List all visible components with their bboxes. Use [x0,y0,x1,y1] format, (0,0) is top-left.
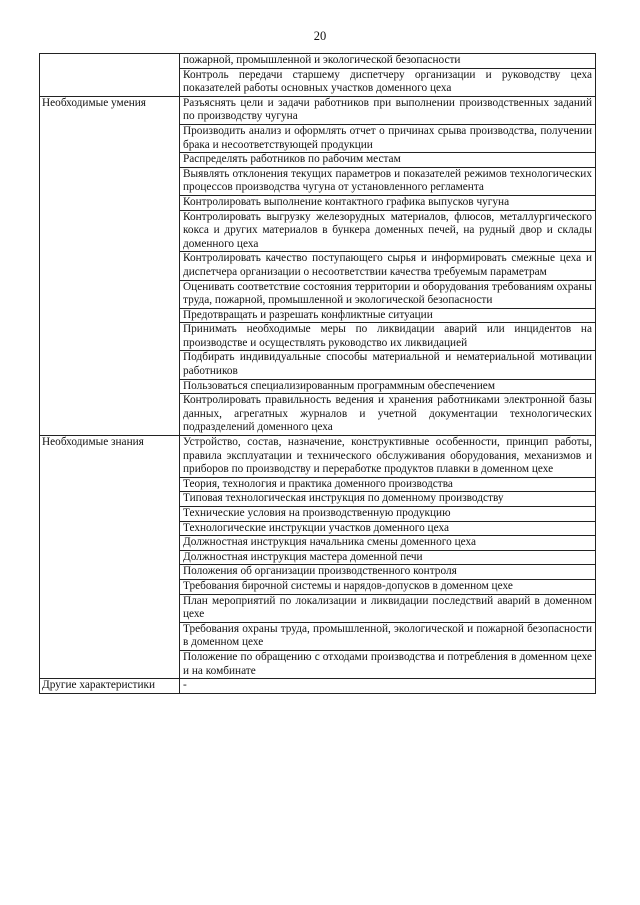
table-row [40,96,596,124]
table-row [40,679,596,694]
row-label-empty [40,54,180,97]
list-item: Контролировать правильность ведения и хранения работниками электронной базы данных, агрегатных журналов и учетной документации технологических подразделений доменного цеха [180,394,596,436]
list-item: Типовая технологическая инструкция по доменному производству [180,492,596,507]
list-item: Положения об организации производственного контроля [180,565,596,580]
qualification-table [39,53,596,694]
list-item: Пользоваться специализированным программным обеспечением [180,379,596,394]
section-label-knowledge: Необходимые знания [40,436,180,679]
list-item: Теория, технология и практика доменного производства [180,477,596,492]
list-item: Принимать необходимые меры по ликвидации аварий или инцидентов на производстве и осуществлять руководство их ликвидацией [180,323,596,351]
table-row [40,54,596,69]
list-item: Предотвращать и разрешать конфликтные ситуации [180,308,596,323]
page-number: 20 [313,29,327,43]
list-item: Должностная инструкция мастера доменной печи [180,550,596,565]
list-item: Требования бирочной системы и нарядов-допусков в доменном цехе [180,579,596,594]
section-label-other: Другие характеристики [40,679,180,694]
list-item: Контролировать выгрузку железорудных материалов, флюсов, металлургического кокса и других материалов в бункера доменных печей, на рудный двор и склады доменного цеха [180,210,596,252]
list-item: Технические условия на производственную продукцию [180,507,596,522]
list-item: Положение по обращению с отходами производства и потребления в доменном цехе и на комбинате [180,650,596,678]
list-item: План мероприятий по локализации и ликвидации последствий аварий в доменном цехе [180,594,596,622]
list-item: Производить анализ и оформлять отчет о причинах срыва производства, получении брака и несоответствующей продукции [180,124,596,152]
list-item: Распределять работников по рабочим местам [180,153,596,168]
list-item: Требования охраны труда, промышленной, экологической и пожарной безопасности в доменном цехе [180,622,596,650]
list-item: Контроль передачи старшему диспетчеру организации и руководству цеха показателей работы основных участков доменного цеха [180,68,596,96]
list-item: Контролировать выполнение контактного графика выпусков чугуна [180,195,596,210]
list-item: - [180,679,596,694]
list-item: пожарной, промышленной и экологической безопасности [180,54,596,69]
list-item: Оценивать соответствие состояния территории и оборудования требованиям охраны труда, пожарной, промышленной и экологической безопасности [180,280,596,308]
table-row [40,436,596,478]
list-item: Устройство, состав, назначение, конструктивные особенности, принцип работы, правила эксплуатации и технического обслуживания оборудования, механизмов и приборов по производству и переработке продуктов плавки в доменном цехе [180,436,596,478]
list-item: Контролировать качество поступающего сырья и информировать смежные цеха и диспетчера организации о несоответствии качества требуемым параметрам [180,252,596,280]
list-item: Выявлять отклонения текущих параметров и показателей режимов технологических процессов производства чугуна от установленного регламента [180,167,596,195]
list-item: Технологические инструкции участков доменного цеха [180,521,596,536]
section-label-skills: Необходимые умения [40,96,180,435]
list-item: Подбирать индивидуальные способы материальной и нематериальной мотивации работников [180,351,596,379]
list-item: Должностная инструкция начальника смены доменного цеха [180,536,596,551]
list-item: Разъяснять цели и задачи работников при выполнении производственных заданий по производству чугуна [180,96,596,124]
